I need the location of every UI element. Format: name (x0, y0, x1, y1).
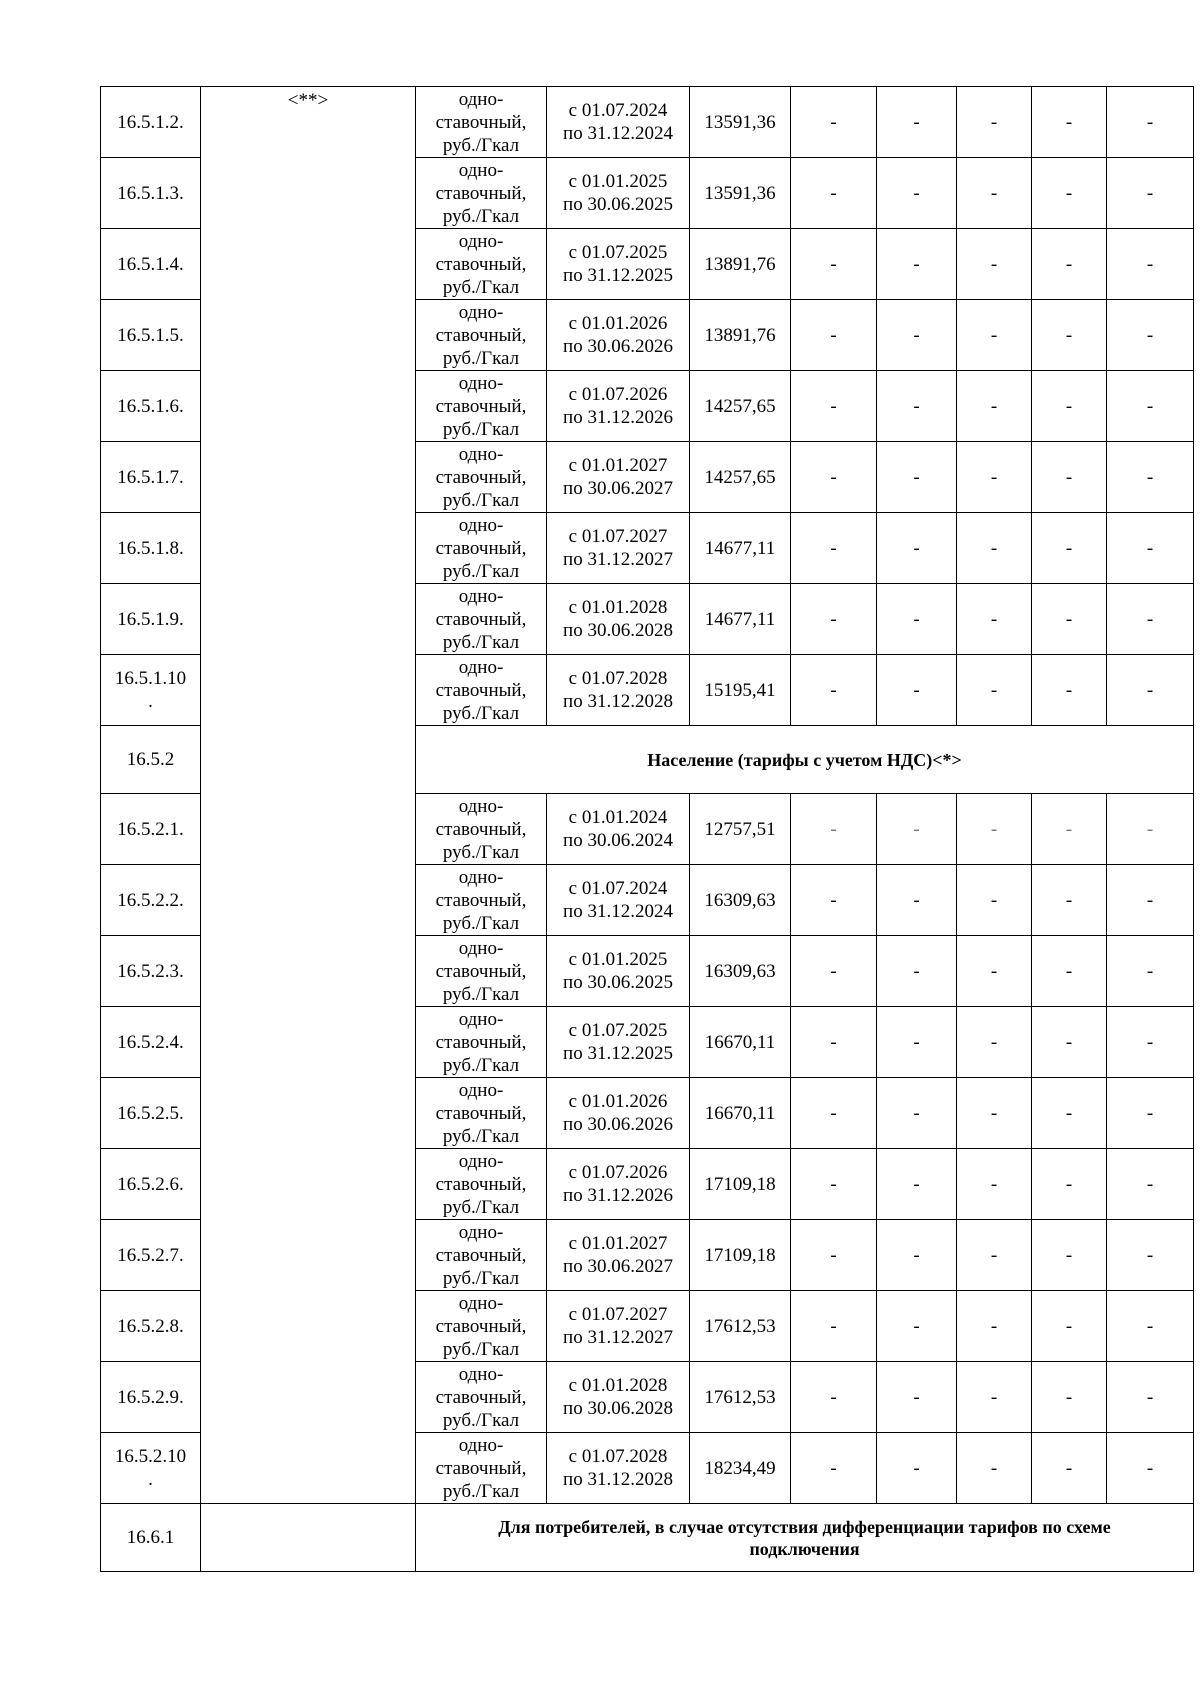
dash-cell: - (1107, 1220, 1194, 1291)
dash-cell: - (791, 794, 877, 865)
dash-cell: - (791, 87, 877, 158)
dash-cell: - (957, 1149, 1032, 1220)
tariff-value: 17612,53 (690, 1362, 791, 1433)
dash-cell: - (957, 1078, 1032, 1149)
dash-cell: - (1107, 371, 1194, 442)
row-number: 16.5.1.2. (101, 87, 201, 158)
dash-cell: - (791, 936, 877, 1007)
row-number: 16.5.2.2. (101, 865, 201, 936)
rate-type-cell: одно- ставочный, руб./Гкал (416, 300, 547, 371)
tariff-value: 14257,65 (690, 371, 791, 442)
dash-cell: - (1107, 300, 1194, 371)
section-row (101, 1504, 1194, 1572)
dash-cell: - (791, 371, 877, 442)
empty-category-cell (201, 1504, 416, 1572)
dash-cell: - (877, 1220, 957, 1291)
period-cell: с 01.07.2025 по 31.12.2025 (547, 229, 690, 300)
dash-cell: - (791, 1220, 877, 1291)
rate-type-cell: одно- ставочный, руб./Гкал (416, 936, 547, 1007)
rate-type-cell: одно- ставочный, руб./Гкал (416, 584, 547, 655)
period-cell: с 01.07.2027 по 31.12.2027 (547, 1291, 690, 1362)
table-row (101, 87, 1194, 158)
rate-type-cell: одно- ставочный, руб./Гкал (416, 1362, 547, 1433)
dash-cell: - (791, 1007, 877, 1078)
dash-cell: - (957, 158, 1032, 229)
rate-type-cell: одно- ставочный, руб./Гкал (416, 229, 547, 300)
tariff-value: 13891,76 (690, 300, 791, 371)
tariff-value: 17109,18 (690, 1149, 791, 1220)
dash-cell: - (1107, 1291, 1194, 1362)
rate-type-cell: одно- ставочный, руб./Гкал (416, 371, 547, 442)
period-cell: с 01.01.2026 по 30.06.2026 (547, 1078, 690, 1149)
tariff-value: 16309,63 (690, 865, 791, 936)
section-number: 16.6.1 (101, 1504, 201, 1572)
dash-cell: - (877, 936, 957, 1007)
rate-type-cell: одно- ставочный, руб./Гкал (416, 87, 547, 158)
dash-cell: - (1032, 229, 1107, 300)
dash-cell: - (1032, 794, 1107, 865)
dash-cell: - (1107, 87, 1194, 158)
dash-cell: - (791, 584, 877, 655)
tariff-value: 18234,49 (690, 1433, 791, 1504)
row-number: 16.5.1.3. (101, 158, 201, 229)
dash-cell: - (877, 229, 957, 300)
dash-cell: - (877, 513, 957, 584)
dash-cell: - (1032, 865, 1107, 936)
dash-cell: - (1032, 655, 1107, 726)
tariff-value: 17109,18 (690, 1220, 791, 1291)
period-cell: с 01.01.2027 по 30.06.2027 (547, 1220, 690, 1291)
dash-cell: - (1107, 936, 1194, 1007)
period-cell: с 01.01.2028 по 30.06.2028 (547, 1362, 690, 1433)
rate-type-cell: одно- ставочный, руб./Гкал (416, 655, 547, 726)
dash-cell: - (957, 300, 1032, 371)
period-cell: с 01.07.2024 по 31.12.2024 (547, 87, 690, 158)
row-number: 16.5.1.4. (101, 229, 201, 300)
period-cell: с 01.07.2028 по 31.12.2028 (547, 655, 690, 726)
dash-cell: - (791, 1078, 877, 1149)
dash-cell: - (957, 1007, 1032, 1078)
dash-cell: - (957, 1433, 1032, 1504)
row-number: 16.5.1.9. (101, 584, 201, 655)
period-cell: с 01.07.2026 по 31.12.2026 (547, 371, 690, 442)
dash-cell: - (957, 371, 1032, 442)
rate-type-cell: одно- ставочный, руб./Гкал (416, 442, 547, 513)
dash-cell: - (1032, 1291, 1107, 1362)
dash-cell: - (877, 1078, 957, 1149)
dash-cell: - (1032, 300, 1107, 371)
rate-type-cell: одно- ставочный, руб./Гкал (416, 1007, 547, 1078)
dash-cell: - (957, 1362, 1032, 1433)
row-number: 16.5.1.7. (101, 442, 201, 513)
dash-cell: - (1032, 371, 1107, 442)
tariff-table (100, 86, 1194, 1572)
rate-type-cell: одно- ставочный, руб./Гкал (416, 158, 547, 229)
subscriber-category-cell: <**> (201, 87, 416, 1504)
dash-cell: - (1032, 87, 1107, 158)
dash-cell: - (1107, 513, 1194, 584)
dash-cell: - (1107, 158, 1194, 229)
dash-cell: - (877, 1007, 957, 1078)
period-cell: с 01.01.2025 по 30.06.2025 (547, 158, 690, 229)
dash-cell: - (877, 655, 957, 726)
dash-cell: - (877, 794, 957, 865)
period-cell: с 01.07.2025 по 31.12.2025 (547, 1007, 690, 1078)
dash-cell: - (877, 1149, 957, 1220)
dash-cell: - (1107, 229, 1194, 300)
row-number: 16.5.2.8. (101, 1291, 201, 1362)
dash-cell: - (877, 442, 957, 513)
rate-type-cell: одно- ставочный, руб./Гкал (416, 1078, 547, 1149)
tariff-value: 16670,11 (690, 1078, 791, 1149)
section-number: 16.5.2 (101, 726, 201, 794)
tariff-value: 14677,11 (690, 584, 791, 655)
dash-cell: - (791, 1362, 877, 1433)
dash-cell: - (1107, 1362, 1194, 1433)
dash-cell: - (791, 655, 877, 726)
period-cell: с 01.07.2027 по 31.12.2027 (547, 513, 690, 584)
rate-type-cell: одно- ставочный, руб./Гкал (416, 513, 547, 584)
tariff-value: 14257,65 (690, 442, 791, 513)
row-number: 16.5.2.6. (101, 1149, 201, 1220)
dash-cell: - (1032, 1078, 1107, 1149)
dash-cell: - (877, 300, 957, 371)
dash-cell: - (1032, 158, 1107, 229)
row-number: 16.5.1.10 . (101, 655, 201, 726)
dash-cell: - (877, 865, 957, 936)
rate-type-cell: одно- ставочный, руб./Гкал (416, 1220, 547, 1291)
dash-cell: - (1107, 1149, 1194, 1220)
dash-cell: - (957, 513, 1032, 584)
tariff-value: 16309,63 (690, 936, 791, 1007)
dash-cell: - (957, 936, 1032, 1007)
dash-cell: - (1107, 442, 1194, 513)
dash-cell: - (791, 442, 877, 513)
rate-type-cell: одно- ставочный, руб./Гкал (416, 1433, 547, 1504)
dash-cell: - (791, 1433, 877, 1504)
rate-type-cell: одно- ставочный, руб./Гкал (416, 865, 547, 936)
dash-cell: - (1032, 584, 1107, 655)
dash-cell: - (1107, 1078, 1194, 1149)
tariff-value: 15195,41 (690, 655, 791, 726)
dash-cell: - (791, 1291, 877, 1362)
dash-cell: - (791, 158, 877, 229)
dash-cell: - (957, 794, 1032, 865)
dash-cell: - (1032, 442, 1107, 513)
dash-cell: - (1107, 794, 1194, 865)
row-number: 16.5.2.10 . (101, 1433, 201, 1504)
dash-cell: - (957, 1291, 1032, 1362)
row-number: 16.5.2.7. (101, 1220, 201, 1291)
tariff-value: 12757,51 (690, 794, 791, 865)
rate-type-cell: одно- ставочный, руб./Гкал (416, 1291, 547, 1362)
tariff-value: 13591,36 (690, 158, 791, 229)
dash-cell: - (877, 1433, 957, 1504)
dash-cell: - (877, 371, 957, 442)
dash-cell: - (1107, 1433, 1194, 1504)
dash-cell: - (1032, 1007, 1107, 1078)
tariff-value: 14677,11 (690, 513, 791, 584)
section-title: Население (тарифы с учетом НДС)<*> (416, 726, 1194, 794)
period-cell: с 01.07.2028 по 31.12.2028 (547, 1433, 690, 1504)
dash-cell: - (957, 584, 1032, 655)
row-number: 16.5.2.9. (101, 1362, 201, 1433)
row-number: 16.5.2.3. (101, 936, 201, 1007)
dash-cell: - (1032, 1149, 1107, 1220)
dash-cell: - (1107, 865, 1194, 936)
dash-cell: - (877, 1291, 957, 1362)
dash-cell: - (791, 1149, 877, 1220)
dash-cell: - (1032, 936, 1107, 1007)
tariff-value: 17612,53 (690, 1291, 791, 1362)
dash-cell: - (957, 655, 1032, 726)
dash-cell: - (791, 865, 877, 936)
dash-cell: - (957, 87, 1032, 158)
period-cell: с 01.01.2026 по 30.06.2026 (547, 300, 690, 371)
dash-cell: - (1032, 1433, 1107, 1504)
row-number: 16.5.1.5. (101, 300, 201, 371)
dash-cell: - (1107, 1007, 1194, 1078)
row-number: 16.5.2.5. (101, 1078, 201, 1149)
dash-cell: - (877, 158, 957, 229)
row-number: 16.5.1.6. (101, 371, 201, 442)
period-cell: с 01.01.2027 по 30.06.2027 (547, 442, 690, 513)
dash-cell: - (877, 584, 957, 655)
tariff-value: 13891,76 (690, 229, 791, 300)
tariff-value: 16670,11 (690, 1007, 791, 1078)
dash-cell: - (957, 865, 1032, 936)
rate-type-cell: одно- ставочный, руб./Гкал (416, 1149, 547, 1220)
period-cell: с 01.07.2024 по 31.12.2024 (547, 865, 690, 936)
dash-cell: - (791, 513, 877, 584)
section-title: Для потребителей, в случае отсутствия дифференциации тарифов по схеме подключения (416, 1504, 1194, 1572)
row-number: 16.5.1.8. (101, 513, 201, 584)
row-number: 16.5.2.1. (101, 794, 201, 865)
rate-type-cell: одно- ставочный, руб./Гкал (416, 794, 547, 865)
period-cell: с 01.07.2026 по 31.12.2026 (547, 1149, 690, 1220)
dash-cell: - (791, 229, 877, 300)
dash-cell: - (877, 87, 957, 158)
period-cell: с 01.01.2025 по 30.06.2025 (547, 936, 690, 1007)
dash-cell: - (1032, 513, 1107, 584)
dash-cell: - (1032, 1220, 1107, 1291)
dash-cell: - (1107, 584, 1194, 655)
dash-cell: - (791, 300, 877, 371)
tariff-value: 13591,36 (690, 87, 791, 158)
row-number: 16.5.2.4. (101, 1007, 201, 1078)
period-cell: с 01.01.2024 по 30.06.2024 (547, 794, 690, 865)
dash-cell: - (877, 1362, 957, 1433)
dash-cell: - (957, 442, 1032, 513)
dash-cell: - (1032, 1362, 1107, 1433)
period-cell: с 01.01.2028 по 30.06.2028 (547, 584, 690, 655)
dash-cell: - (1107, 655, 1194, 726)
dash-cell: - (957, 1220, 1032, 1291)
dash-cell: - (957, 229, 1032, 300)
